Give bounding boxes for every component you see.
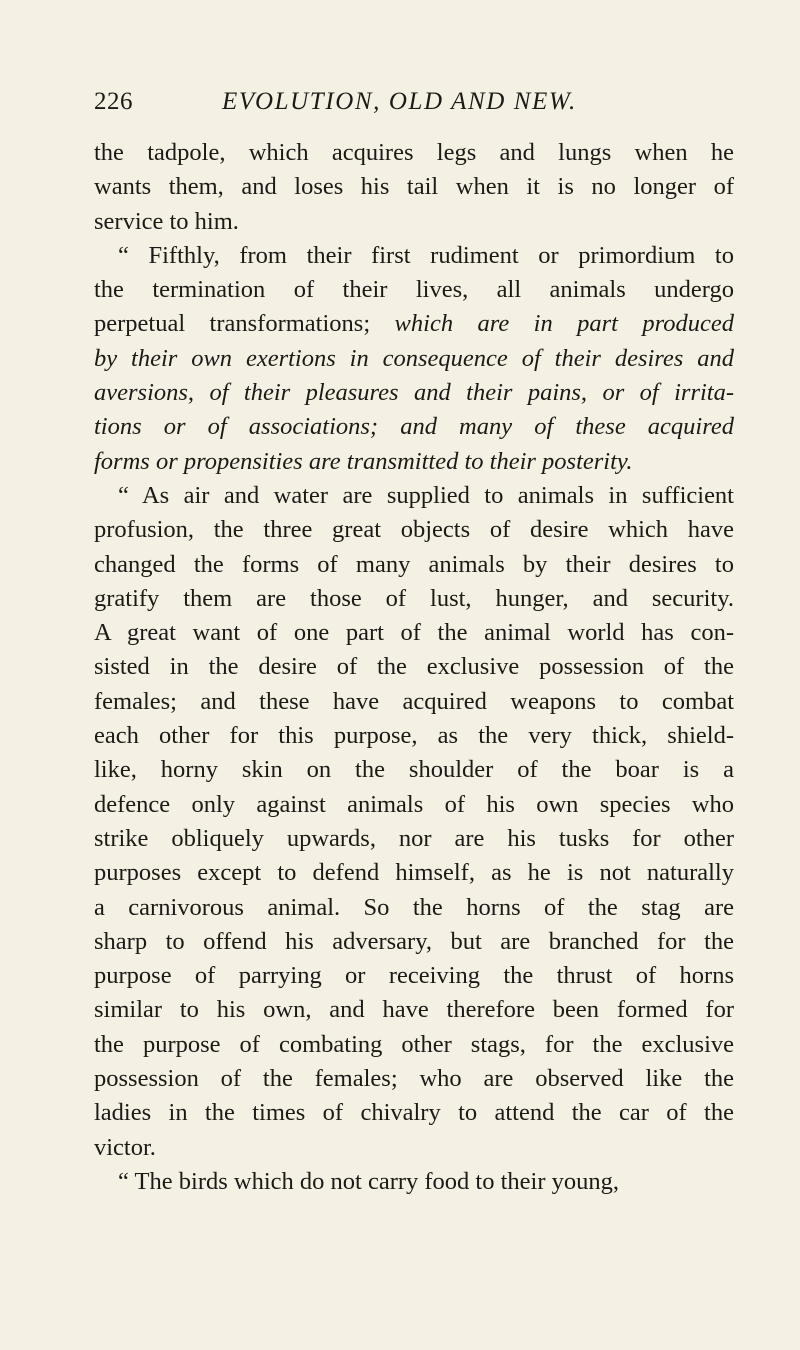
text-line bbox=[94, 616, 734, 650]
text-line bbox=[94, 582, 734, 616]
text-line bbox=[94, 205, 734, 239]
text-run: a carnivorous animal. So the horns of the stag are bbox=[94, 893, 734, 921]
text-run: changed the forms of many animals by their desires to bbox=[94, 550, 734, 578]
text-line bbox=[94, 307, 734, 341]
text-run: the tadpole, which acquires legs and lungs when he bbox=[94, 139, 734, 166]
text-line bbox=[94, 445, 734, 479]
text-run: “ Fifthly, from their first rudiment or primordium to bbox=[118, 241, 734, 269]
body-text bbox=[94, 136, 734, 1199]
text-line bbox=[94, 136, 734, 170]
text-line bbox=[94, 993, 734, 1027]
text-run: the termination of their lives, all animals undergo bbox=[94, 276, 734, 304]
text-run: females; and these have acquired weapons to combat bbox=[94, 687, 734, 715]
text-line bbox=[94, 548, 734, 582]
text-line bbox=[94, 342, 734, 376]
text-run: like, horny skin on the shoulder of the boar is a bbox=[94, 756, 734, 784]
text-line bbox=[94, 753, 734, 787]
text-run: sharp to offend his adversary, but are branched for the bbox=[94, 927, 734, 955]
text-line bbox=[94, 788, 734, 822]
text-line bbox=[94, 479, 734, 513]
text-run: wants them, and loses his tail when it is no longer of bbox=[94, 173, 734, 201]
text-line bbox=[94, 1165, 734, 1199]
text-line bbox=[94, 376, 734, 410]
page-header bbox=[94, 88, 734, 128]
italic-text-run: by their own exertions in consequence of their desires and bbox=[94, 344, 734, 372]
italic-text-run: forms or propensities are transmitted to their posterity. bbox=[94, 447, 633, 475]
text-line bbox=[94, 650, 734, 684]
text-line bbox=[94, 822, 734, 856]
text-line bbox=[94, 891, 734, 925]
text-run: strike obliquely upwards, nor are his tusks for other bbox=[94, 824, 734, 852]
italic-text-run: aversions, of their pleasures and their pains, or of irrita- bbox=[94, 379, 734, 407]
text-run: the purpose of combating other stags, for the exclusive bbox=[94, 1030, 734, 1058]
text-run: profusion, the three great objects of desire which have bbox=[94, 516, 734, 544]
text-run: gratify them are those of lust, hunger, and security. bbox=[94, 584, 734, 612]
page-number: 226 bbox=[94, 88, 133, 115]
text-line bbox=[94, 170, 734, 204]
text-run: ladies in the times of chivalry to attend the car of the bbox=[94, 1099, 734, 1127]
text-line bbox=[94, 959, 734, 993]
text-run: “ The birds which do not carry food to their young, bbox=[118, 1167, 620, 1195]
text-run: victor. bbox=[94, 1133, 156, 1161]
text-line bbox=[94, 925, 734, 959]
text-run: A great want of one part of the animal world has con- bbox=[94, 619, 734, 647]
text-line bbox=[94, 1131, 734, 1165]
text-run: defence only against animals of his own species who bbox=[94, 790, 734, 818]
text-line bbox=[94, 685, 734, 719]
text-line bbox=[94, 239, 734, 273]
text-run: similar to his own, and have therefore been formed for bbox=[94, 996, 734, 1024]
text-line bbox=[94, 513, 734, 547]
text-run: each other for this purpose, as the very thick, shield- bbox=[94, 722, 734, 750]
text-line bbox=[94, 1062, 734, 1096]
text-line bbox=[94, 410, 734, 444]
text-run: “ As air and water are supplied to animals in sufficient bbox=[118, 481, 734, 509]
text-line bbox=[94, 1028, 734, 1062]
text-line bbox=[94, 719, 734, 753]
text-line bbox=[94, 856, 734, 890]
text-run: possession of the females; who are observed like the bbox=[94, 1065, 734, 1093]
text-run: sisted in the desire of the exclusive possession of the bbox=[94, 653, 734, 681]
running-title: EVOLUTION, OLD AND NEW. bbox=[222, 88, 577, 115]
italic-text-run: tions or of associations; and many of these acquired bbox=[94, 413, 734, 441]
text-run: purposes except to defend himself, as he is not naturally bbox=[94, 859, 734, 887]
text-run: purpose of parrying or receiving the thrust of horns bbox=[94, 962, 734, 990]
text-run: perpetual transformations; bbox=[94, 310, 395, 338]
italic-text-run: which are in part produced bbox=[394, 310, 734, 338]
text-line bbox=[94, 1096, 734, 1130]
text-line bbox=[94, 273, 734, 307]
text-run: service to him. bbox=[94, 207, 239, 235]
